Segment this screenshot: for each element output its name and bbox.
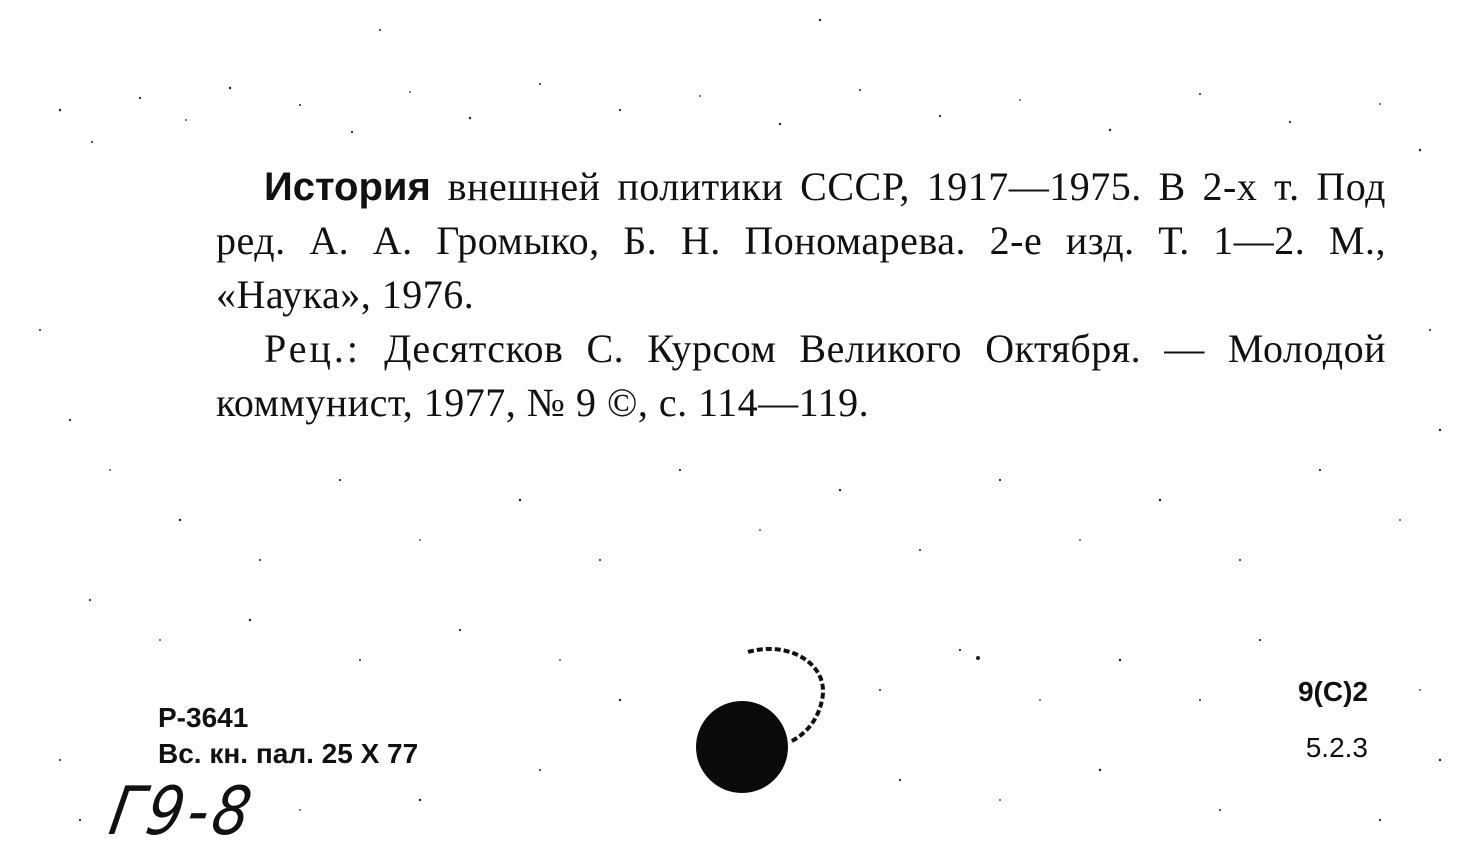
registry-number: Р-3641 [158, 702, 249, 733]
entry-heading: История [264, 165, 431, 209]
review-text: Десятсков С. Курсом Великого Октября. — Молодой коммунист, 1977, № 9 ©, с. 114—119. [216, 326, 1386, 425]
entry-review [216, 322, 1386, 430]
bibliographic-entry [216, 160, 1386, 430]
card-registry-block [158, 700, 418, 772]
entry-description [216, 160, 1386, 322]
handwritten-shelfmark: Г9-8 [104, 772, 262, 851]
classification-code: 9(С)2 [1297, 676, 1368, 707]
entry-title: внешней политики СССР, 1917—1975. В 2-х т. Под ред. А. А. Громыко, Б. Н. Пономарева. 2-е изд. Т. 1—2. М., «Наука», 1976. [216, 164, 1386, 317]
book-chamber-line: Вс. кн. пал. 25 X 77 [158, 738, 419, 769]
review-label: Рец.: [264, 326, 361, 371]
classification-block [1298, 676, 1368, 764]
sub-classification-code: 5.2.3 [1305, 732, 1368, 763]
